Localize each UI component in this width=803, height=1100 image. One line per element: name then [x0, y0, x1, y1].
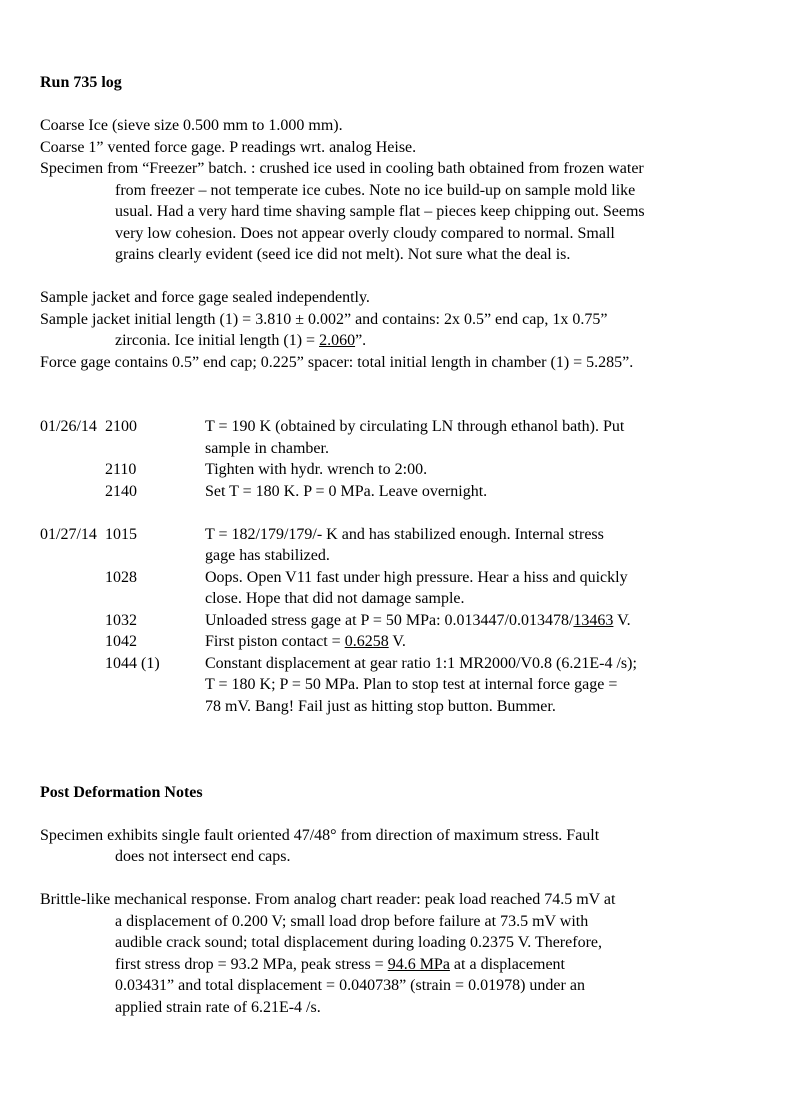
- log-date: [40, 588, 105, 610]
- log-row: [40, 674, 765, 696]
- log-row: [40, 545, 765, 567]
- sample-line: [40, 309, 765, 331]
- text-segment: grains clearly evident (seed ice did not melt). Not sure what the deal is.: [115, 246, 571, 263]
- log-row: [40, 481, 765, 503]
- intro-line: [40, 158, 765, 180]
- intro-line: [40, 201, 765, 223]
- intro-line: [40, 223, 765, 245]
- log-row: [40, 567, 765, 589]
- log-text: [205, 674, 765, 696]
- log-row: [40, 696, 765, 718]
- log-time: 1032: [105, 611, 137, 629]
- log-row: [40, 588, 765, 610]
- notes-line: [40, 911, 765, 933]
- text-segment: Coarse Ice (sieve size 0.500 mm to 1.000 mm).: [40, 117, 343, 134]
- intro-line: [40, 244, 765, 266]
- doc-title: [40, 72, 765, 94]
- log-time: [105, 438, 205, 460]
- log-date: 01/27/14: [40, 525, 97, 543]
- log-text-segment: T = 190 K (obtained by circulating LN through ethanol bath). Put: [205, 418, 625, 435]
- text-segment: Coarse 1” vented force gage. P readings wrt. analog Heise.: [40, 138, 417, 156]
- log-text-segment: Unloaded stress gage at P = 50 MPa: 0.013447/0.013478/: [205, 611, 574, 629]
- log-text-segment: Tighten with hydr. wrench to 2:00.: [205, 461, 428, 478]
- text-segment: Sample jacket initial length (1) = 3.810 ± 0.002” and contains: 2x 0.5” end cap, 1x 0.75”: [40, 310, 608, 328]
- text-segment: Specimen exhibits single fault oriented 47/48° from direction of maximum stress. Fault: [40, 826, 600, 844]
- notes-line: [40, 825, 765, 847]
- text-segment: first stress drop = 93.2 MPa, peak stress =: [115, 955, 388, 973]
- log-text: [205, 459, 765, 481]
- log-text: [205, 610, 765, 632]
- text-segment: applied strain rate of 6.21E-4 /s.: [115, 998, 321, 1016]
- text-segment: Specimen from “Freezer” batch. : crushed ice used in cooling bath obtained from frozen water: [40, 160, 644, 177]
- intro-line: [40, 180, 765, 202]
- log-text: [205, 438, 765, 460]
- intro-line: [40, 137, 765, 159]
- text-segment: 0.03431” and total displacement = 0.040738” (strain = 0.01978) under an: [115, 977, 585, 994]
- log-date: [40, 438, 105, 460]
- notes-line: [40, 954, 765, 976]
- text-segment: usual. Had a very hard time shaving sample flat – pieces keep chipping out. Seems: [115, 203, 645, 220]
- notes-line: [40, 932, 765, 954]
- sample-line: [40, 330, 765, 352]
- log-time: 1044 (1): [105, 654, 160, 672]
- blank-line: [40, 395, 765, 417]
- log-text-segment: Oops. Open V11 fast under high pressure. Hear a hiss and quickly: [205, 568, 628, 586]
- text-segment: a displacement of 0.200 V; small load drop before failure at 73.5 mV with: [115, 912, 589, 930]
- log-date: [40, 631, 105, 653]
- log-time: 2100: [105, 418, 137, 435]
- intro-line: [40, 115, 765, 137]
- text-segment: Run 735 log: [40, 74, 122, 91]
- log-time: [105, 588, 205, 610]
- blank-line: [40, 717, 765, 739]
- log-row: [40, 459, 765, 481]
- log-text: [205, 696, 765, 718]
- post-deformation-heading: [40, 782, 765, 804]
- log-row: [40, 438, 765, 460]
- log-text-segment: 78 mV. Bang! Fail just as hitting stop button. Bummer.: [205, 697, 556, 715]
- log-text: [205, 567, 765, 589]
- log-text-segment: close. Hope that did not damage sample.: [205, 590, 465, 607]
- log-time: 2110: [105, 461, 137, 478]
- log-text: [205, 416, 765, 438]
- log-date: 01/26/14: [40, 418, 97, 435]
- log-date: [40, 567, 105, 589]
- underlined-value: 0.6258: [344, 633, 389, 650]
- log-text-segment: gage has stabilized.: [205, 547, 330, 564]
- log-text-segment: T = 180 K; P = 50 MPa. Plan to stop test at internal force gage =: [205, 676, 618, 693]
- text-segment: does not intersect end caps.: [115, 848, 291, 865]
- log-time: 1042: [105, 633, 137, 650]
- log-date: [40, 545, 105, 567]
- log-row: [40, 653, 765, 675]
- log-text: [205, 524, 765, 546]
- log-date: [40, 610, 105, 632]
- notes-line: [40, 975, 765, 997]
- log-time: 1015: [105, 525, 137, 543]
- text-segment: Post Deformation Notes: [40, 783, 203, 801]
- log-date: [40, 459, 105, 481]
- blank-line: [40, 803, 765, 825]
- blank-line: [40, 868, 765, 890]
- log-date: [40, 481, 105, 503]
- log-time: [105, 696, 205, 718]
- log-date: [40, 674, 105, 696]
- blank-line: [40, 502, 765, 524]
- log-text: [205, 545, 765, 567]
- log-text: [205, 481, 765, 503]
- blank-line: [40, 266, 765, 288]
- notes-line: [40, 997, 765, 1019]
- notes-line: [40, 846, 765, 868]
- text-segment: at a displacement: [449, 955, 565, 973]
- log-text-segment: First piston contact =: [205, 633, 345, 650]
- text-segment: audible crack sound; total displacement during loading 0.2375 V. Therefore,: [115, 934, 602, 951]
- log-text-segment: V.: [613, 611, 631, 629]
- log-row: [40, 416, 765, 438]
- blank-line: [40, 373, 765, 395]
- blank-line: [40, 739, 765, 761]
- log-time: [105, 674, 205, 696]
- blank-line: [40, 760, 765, 782]
- log-text-segment: sample in chamber.: [205, 439, 329, 457]
- log-text: [205, 653, 765, 675]
- blank-line: [40, 94, 765, 116]
- log-text-segment: Constant displacement at gear ratio 1:1 MR2000/V0.8 (6.21E-4 /s);: [205, 654, 637, 672]
- notes-line: [40, 889, 765, 911]
- text-segment: zirconia. Ice initial length (1) =: [115, 332, 320, 349]
- text-segment: very low cohesion. Does not appear overly cloudy compared to normal. Small: [115, 224, 615, 242]
- underlined-value: 13463: [573, 611, 614, 629]
- log-time: 2140: [105, 482, 137, 500]
- text-segment: Force gage contains 0.5” end cap; 0.225” spacer: total initial length in chamber (1) = 5.285”.: [40, 353, 634, 371]
- log-time: 1028: [105, 568, 137, 586]
- log-row: [40, 631, 765, 653]
- log-text-segment: Set T = 180 K. P = 0 MPa. Leave overnight.: [205, 482, 488, 500]
- underlined-value: 94.6 MPa: [387, 955, 450, 973]
- log-text: [205, 588, 765, 610]
- log-date: [40, 653, 105, 675]
- text-segment: Sample jacket and force gage sealed independently.: [40, 289, 370, 306]
- log-text: [205, 631, 765, 653]
- log-date: [40, 696, 105, 718]
- log-text-segment: T = 182/179/179/- K and has stabilized enough. Internal stress: [205, 525, 604, 543]
- log-time: [105, 545, 205, 567]
- log-row: [40, 524, 765, 546]
- log-row: [40, 610, 765, 632]
- underlined-value: 2.060: [319, 332, 356, 349]
- sample-line: [40, 352, 765, 374]
- log-text-segment: V.: [388, 633, 406, 650]
- text-segment: Brittle-like mechanical response. From analog chart reader: peak load reached 74.5 mV at: [40, 891, 616, 908]
- sample-line: [40, 287, 765, 309]
- text-segment: from freezer – not temperate ice cubes. Note no ice build-up on sample mold like: [115, 181, 636, 199]
- text-segment: ”.: [355, 332, 367, 349]
